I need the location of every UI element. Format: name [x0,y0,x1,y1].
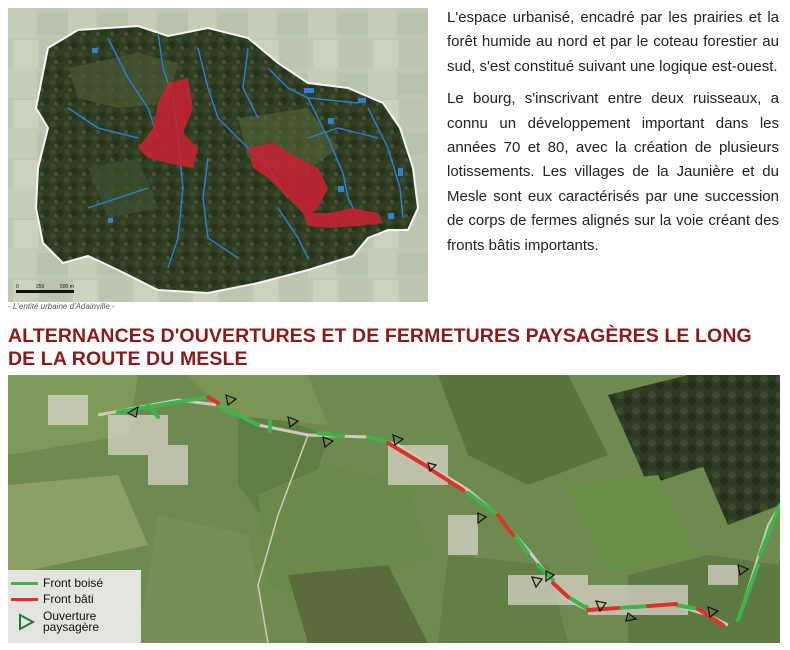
front-boise-swatch [11,582,38,585]
triangle-outline-icon [11,611,38,633]
map-legend [8,570,141,643]
map-caption: - L'entité urbaine d'Adainville - [8,302,115,311]
scale-label-500: 500 m [60,284,74,290]
urban-entity-map [8,8,428,302]
legend-item-front-boise [11,576,103,590]
paragraph-2: Le bourg, s'inscrivant entre deux ruisseaux, a connu un développement important dans les années 70 et 80, avec la création de plusieurs lotissements. Les villages de la Jaunière et du Mesle sont eux caractérisés par une succession de corps de fermes alignés sur la voie créant des fronts bâtis importants. [447,90,779,254]
legend-label-ouverture-line2: paysagère [43,620,100,634]
legend-item-front-bati [11,592,94,606]
scale-bar [16,290,74,293]
legend-label-ouverture-line1: Ouverture [43,609,97,623]
front-bati-swatch [11,598,38,601]
legend-label-front-boise: Front boisé [43,576,104,590]
description-text [447,6,779,266]
section-heading: ALTERNANCES D'OUVERTURES ET DE FERMETURES PAYSAGÈRES LE LONG DE LA ROUTE DU MESLE [8,325,752,370]
urban-entity-map-svg [8,8,428,302]
legend-item-ouverture [11,611,99,633]
paragraph-1: L'espace urbanisé, encadré par les prairies et la forêt humide au nord et par le coteau forestier au sud, s'est constitué suivant une logique est-ouest. [447,9,779,75]
scale-label-0: 0 [16,284,19,290]
legend-label-front-bati: Front bâti [43,592,94,606]
scale-label-250: 250 [36,284,45,290]
